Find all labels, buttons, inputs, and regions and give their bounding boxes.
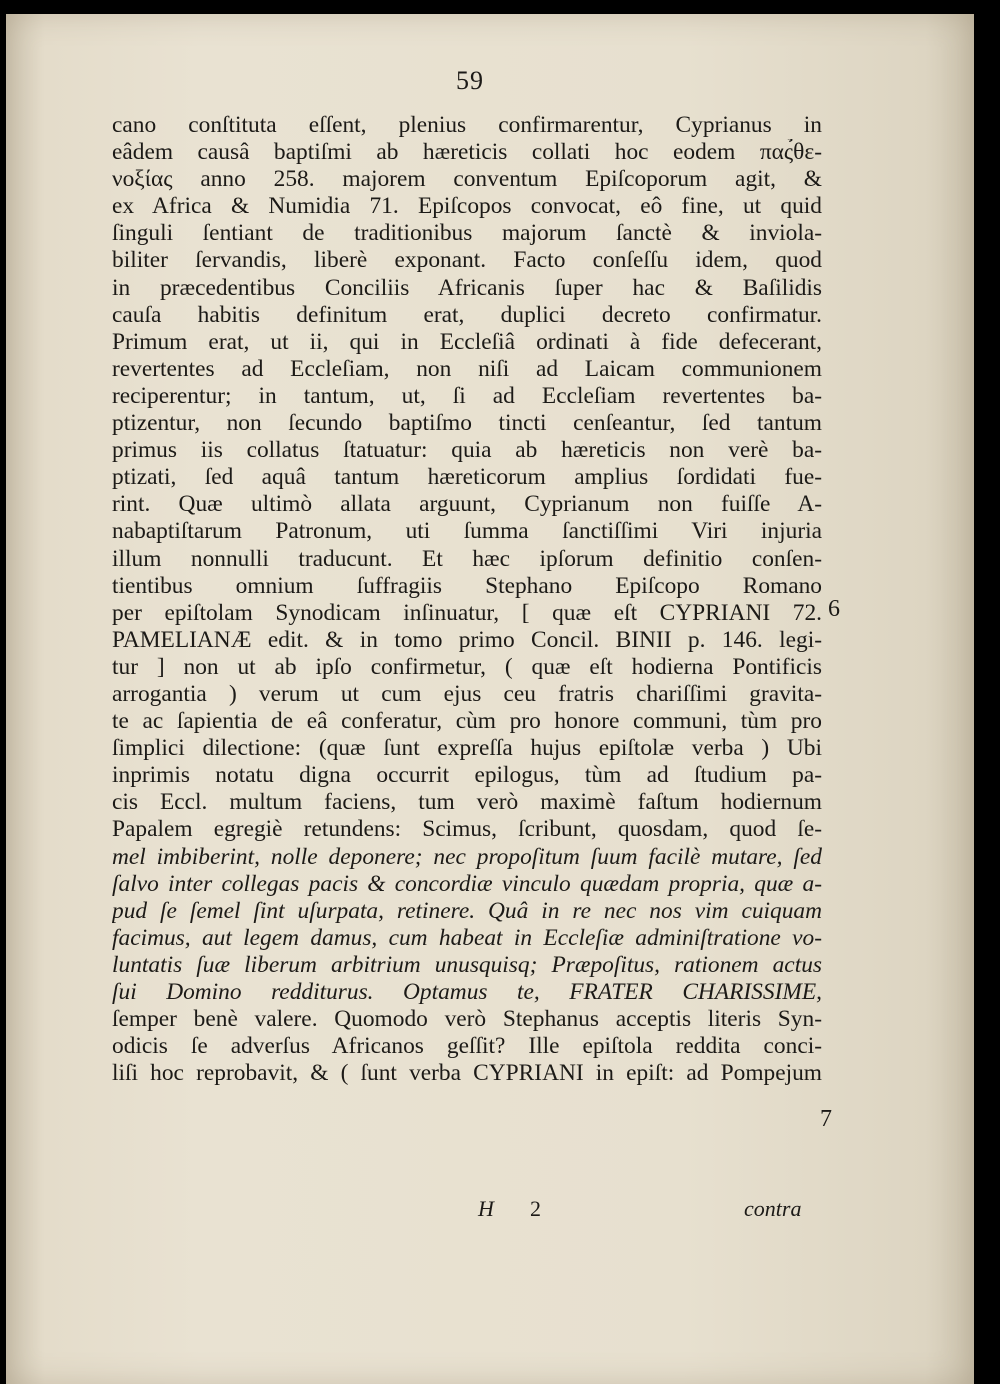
margin-number-7: 7	[820, 1106, 832, 1132]
text-line: nabaptiſtarum Patronum, uti ſumma ſanctiſſimi Viri injuria	[112, 518, 822, 545]
body-text	[112, 112, 822, 1087]
text-line: primus iis collatus ſtatuatur: quia ab hæreticis non verè ba-	[112, 437, 822, 464]
text-line: inprimis notatu digna occurrit epilogus, tùm ad ſtudium pa-	[112, 762, 822, 789]
text-line: arrogantia ) verum ut cum ejus ceu fratris chariſſimi gravita-	[112, 680, 822, 707]
signature-mark: H	[478, 1196, 494, 1221]
text-line: tur ] non ut ab ipſo confirmetur, ( quæ eſt hodierna Pontificis	[112, 653, 822, 680]
text-line: liſi hoc reprobavit, & ( ſunt verba CYPRIANI in epiſt: ad Pompejum	[112, 1060, 822, 1087]
text-line: tientibus omnium ſuffragiis Stephano Epiſcopo Romano	[112, 572, 822, 599]
page-number: 59	[456, 66, 484, 95]
text-line: ſimplici dilectione: (quæ ſunt expreſſa hujus epiſtolæ verba ) Ubi	[112, 735, 822, 762]
text-line: rint. Quæ ultimò allata arguunt, Cyprianum non fuiſſe A-	[112, 491, 822, 518]
text-line-italic: mel imbiberint, nolle deponere; nec propoſitum ſuum facilè mutare, ſed	[112, 843, 822, 870]
text-line: odicis ſe adverſus Africanos geſſit? Ille epiſtola reddita conci-	[112, 1033, 822, 1060]
text-line: te ac ſapientia de eâ conferatur, cùm pro honore communi, tùm pro	[112, 708, 822, 735]
text-line: cis Eccl. multum faciens, tum verò maximè faſtum hodiernum	[112, 789, 822, 816]
text-line: ſinguli ſentiant de traditionibus majorum ſanctè & inviola-	[112, 220, 822, 247]
text-line: ptizentur, non ſecundo baptiſmo tincti cenſeantur, ſed tantum	[112, 410, 822, 437]
text-line-italic: ſalvo inter collegas pacis & concordiæ vinculo quædam propria, quæ a-	[112, 870, 822, 897]
text-line-italic: facimus, aut legem damus, cum habeat in Eccleſiæ adminiſtratione vo-	[112, 924, 822, 951]
text-line: νοξίας anno 258. majorem conventum Epiſcoporum agit, &	[112, 166, 822, 193]
text-line: cano conſtituta eſſent, plenius confirmarentur, Cyprianus in	[112, 112, 822, 138]
catchword: contra	[744, 1196, 802, 1221]
text-line: ſemper benè valere. Quomodo verò Stephanus acceptis literis Syn-	[112, 1006, 822, 1033]
text-line: in præcedentibus Conciliis Africanis ſuper hac & Baſilidis	[112, 274, 822, 301]
text-line: biliter ſervandis, liberè exponant. Facto conſeſſu idem, quod	[112, 247, 822, 274]
signature-number: 2	[530, 1196, 541, 1221]
text-line: eâdem causâ baptiſmi ab hæreticis collati hoc eodem πας̉θε-	[112, 139, 822, 166]
text-line-italic: ſui Domino redditurus. Optamus te, FRATER CHARISSIME,	[112, 979, 822, 1005]
text-line: Papalem egregiè retundens: Scimus, ſcribunt, quosdam, quod ſe-	[112, 816, 822, 843]
text-line: per epiſtolam Synodicam inſinuatur, [ quæ eſt CYPRIANI 72.	[112, 599, 822, 626]
text-line-italic: luntatis ſuæ liberum arbitrium unusquisq; Præpoſitus, rationem actus	[112, 951, 822, 978]
text-line: illum nonnulli traducunt. Et hæc ipſorum definitio conſen-	[112, 545, 822, 572]
margin-number-6: 6	[828, 596, 840, 622]
text-line: cauſa habitis definitum erat, duplici decreto confirmatur.	[112, 301, 822, 328]
text-line: ptizati, ſed aquâ tantum hæreticorum amplius ſordidati fue-	[112, 464, 822, 491]
text-line: Primum erat, ut ii, qui in Eccleſiâ ordinati à fide defecerant,	[112, 328, 822, 355]
text-line: PAMELIANÆ edit. & in tomo primo Concil. BINII p. 146. legi-	[112, 626, 822, 653]
text-line: reciperentur; in tantum, ut, ſi ad Eccleſiam revertentes ba-	[112, 382, 822, 409]
text-line: revertentes ad Eccleſiam, non niſi ad Laicam communionem	[112, 355, 822, 382]
text-line: ex Africa & Numidia 71. Epiſcopos convocat, eô fine, ut quid	[112, 193, 822, 220]
text-line-italic: pud ſe ſemel ſint uſurpata, retinere. Quâ in re nec nos vim cuiquam	[112, 897, 822, 924]
